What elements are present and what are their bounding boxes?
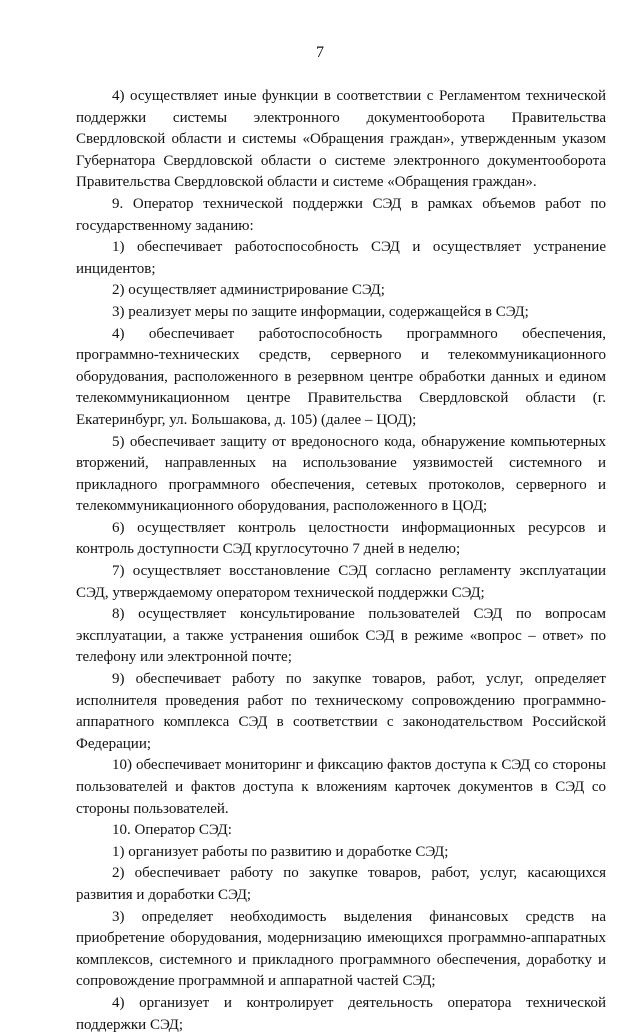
page-number: 7 bbox=[316, 44, 324, 61]
paragraph-10-item-4: 4) организует и контролирует деятельность оператора технической поддержки СЭД; bbox=[76, 994, 606, 1033]
paragraph-10-item-2: 2) обеспечивает работу по закупке товаров, работ, услуг, касающихся развития и доработки СЭД; bbox=[76, 865, 606, 903]
paragraph-9-item-4: 4) обеспечивает работоспособность программного обеспечения, программно-технических средств, серверного и телекоммуникационного оборудования, расположенного в резервном центре обработки данных и едином телекоммуникационном центре Правительства Свердловской области (г. Екатеринбург, ул. Большакова, д. 105) (далее – ЦОД); bbox=[76, 325, 606, 428]
paragraph-9-item-7: 7) осуществляет восстановление СЭД согласно регламенту эксплуатации СЭД, утверждаемому оператором технической поддержки СЭД; bbox=[76, 563, 606, 601]
paragraph-9-item-9: 9) обеспечивает работу по закупке товаров, работ, услуг, определяет исполнителя проведения работ по техническому сопровождению программно-аппаратного комплекса СЭД в соответствии с законодательством Российской Федерации; bbox=[76, 671, 606, 752]
paragraph-9-item-1: 1) обеспечивает работоспособность СЭД и осуществляет устранение инцидентов; bbox=[76, 239, 606, 277]
paragraph-9-item-10: 10) обеспечивает мониторинг и фиксацию фактов доступа к СЭД со стороны пользователей и фактов доступа к вложениям карточек документов в СЭД со стороны пользователей. bbox=[76, 757, 606, 817]
paragraph-section-9-heading: 9. Оператор технической поддержки СЭД в рамках объемов работ по государственному заданию: bbox=[76, 195, 606, 234]
paragraph-9-item-5: 5) обеспечивает защиту от вредоносного кода, обнаружение компьютерных вторжений, направленных на использование уязвимостей системного и прикладного программного обеспечения, сетевых протоколов, серверного и телекоммуникационного оборудования, расположенного в ЦОД; bbox=[76, 433, 606, 515]
paragraph-item-4-other-functions: 4) осуществляет иные функции в соответствии с Регламентом технической поддержки системы электронного документооборота Правительства Свердловской области и системы «Обращения граждан», утвержденным указом Губернатора Свердловской области о системе электронного документооборота Правительства Свердловской области и системе «Обращения граждан». bbox=[76, 88, 606, 191]
paragraph-10-item-1: 1) организует работы по развитию и доработке СЭД; bbox=[112, 843, 449, 860]
paragraph-9-item-3: 3) реализует меры по защите информации, содержащейся в СЭД; bbox=[112, 303, 529, 320]
paragraph-9-item-8: 8) осуществляет консультирование пользователей СЭД по вопросам эксплуатации, а также устранения ошибок СЭД в режиме «вопрос – ответ» по телефону или электронной почте; bbox=[76, 606, 606, 666]
paragraph-9-item-6: 6) осуществляет контроль целостности информационных ресурсов и контроль доступности СЭД круглосуточно 7 дней в неделю; bbox=[76, 519, 606, 558]
paragraph-9-item-2: 2) осуществляет администрирование СЭД; bbox=[112, 282, 385, 299]
paragraph-section-10-heading: 10. Оператор СЭД: bbox=[112, 822, 232, 839]
document-body bbox=[76, 86, 606, 1036]
paragraph-10-item-3: 3) определяет необходимость выделения финансовых средств на приобретение оборудования, модернизацию имеющихся программно-аппаратных комплексов, системного и прикладного программного обеспечения, доработку и сопровождение программной и аппаратной частей СЭД; bbox=[76, 908, 606, 990]
